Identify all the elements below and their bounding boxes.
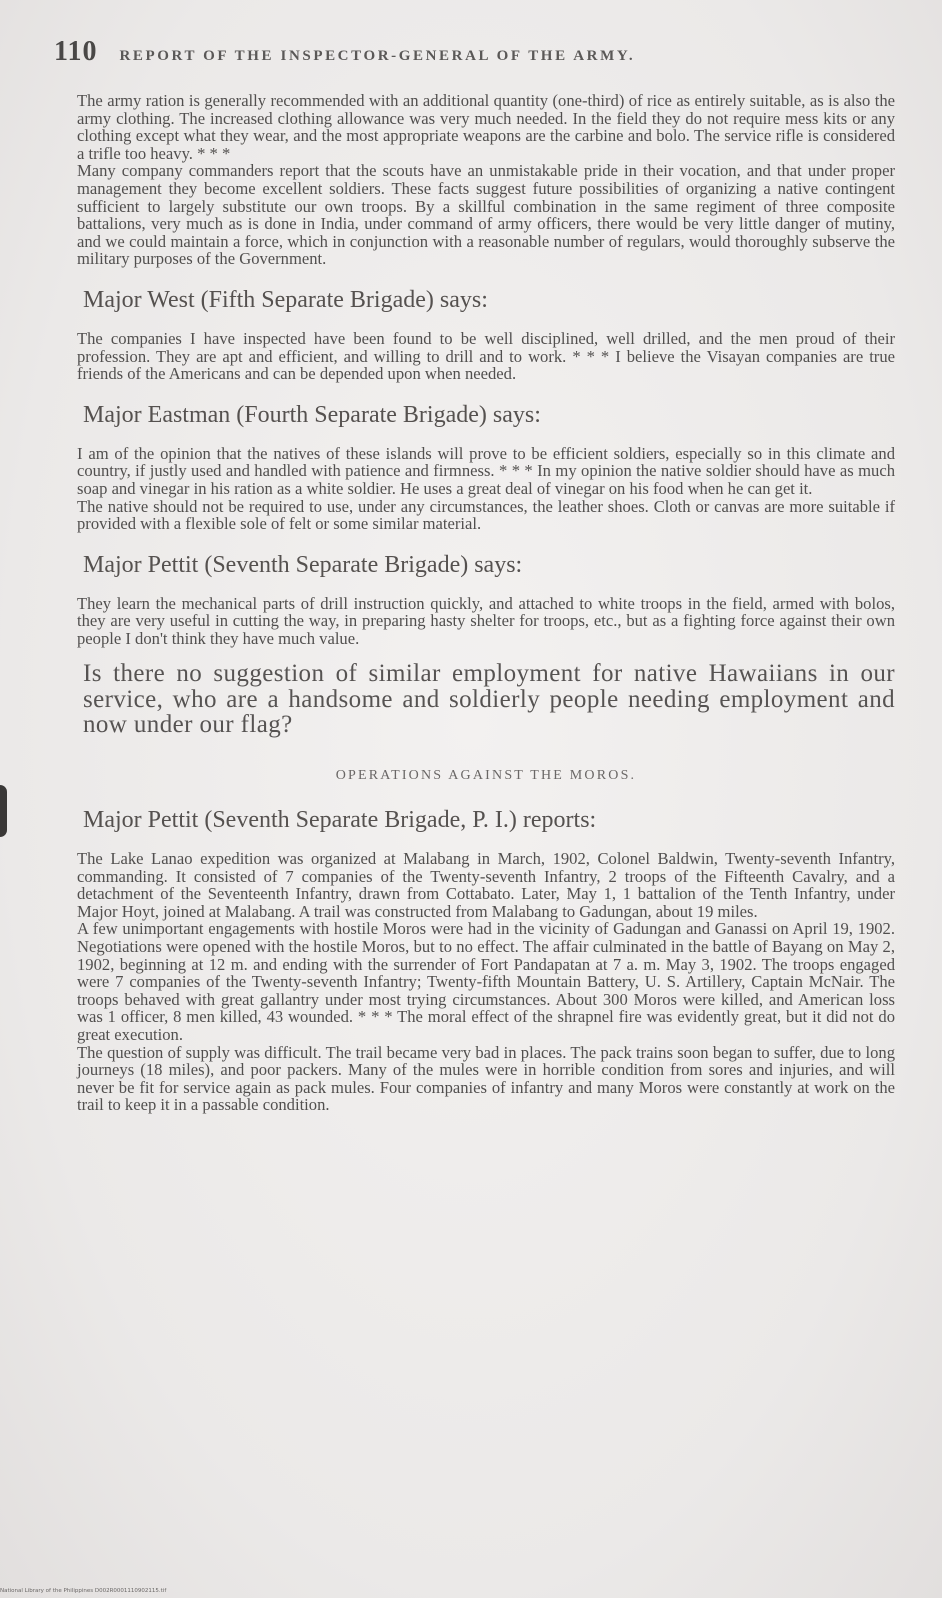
heading-major-pettit-reports: Major Pettit (Seventh Separate Brigade, P. I.) reports: [83,806,597,833]
heading-major-eastman: Major Eastman (Fourth Separate Brigade) says: [83,401,541,428]
page-number: 110 [54,36,98,67]
running-header [54,36,894,72]
paragraph-scouts: Many company commanders report that the scouts have an unmistakable pride in their vocation, and that under proper management they become excellent soldiers. These facts suggest future possibilities of organizing a native contingent sufficient to largely substitute our own troops. By a skillful combination in the same regiment of three composite battalions, very much as is done in India, under command of army officers, there would be very little danger of mutiny, and we could maintain a force, which in conjunction with a reasonable number of regulars, would thoroughly subserve the military purposes of the Government. [77,161,895,269]
paragraph-ration: The army ration is generally recommended with an additional quantity (one-third) of rice as entirely suitable, as is also the army clothing. The increased clothing allowance was very much needed. In the field they do not require mess kits or any clothing except what they wear, and the most appropriate weapons are the carbine and bolo. The service rifle is considered a trifle too heavy. * * * [77,91,895,163]
paragraph-major-west: The companies I have inspected have been found to be well disciplined, well drilled, and the men proud of their profession. They are apt and efficient, and willing to drill and to work. * * * I believe the Visayan companies are true friends of the Americans and can be depended upon when needed. [77,328,895,384]
heading-major-west: Major West (Fifth Separate Brigade) says: [83,286,488,313]
document-body [77,92,895,1114]
paragraph-eastman-shoes: The native should not be required to use, under any circumstances, the leather shoes. Cloth or canvas are more suitable if provided with a flexible sole of felt or some similar material. [77,496,895,534]
paragraph-eastman-opinion: I am of the opinion that the natives of these islands will prove to be efficient soldiers, especially so in this climate and country, if justly used and handled with patience and firmness. * * * In my opinion the native soldier should have as much soap and vinegar in his ration as a white soldier. He uses a great deal of vinegar on his food when he can get it. [77,443,895,498]
paragraph-lanao-expedition: The Lake Lanao expedition was organized at Malabang in March, 1902, Colonel Baldwin, Twenty-seventh Infantry, commanding. It consisted of 7 companies of the Twenty-seventh Infantry, 2 troops of the Fifteenth Cavalry, and a detachment of the Seventeenth Infantry, drawn from Cottabato. Later, May 1, 1 battalion of the Tenth Infantry, under Major Hoyt, joined at Malabang. A trail was constructed from Malabang to Gadungan, about 19 miles. [77,848,895,921]
callout-hawaiians: Is there no suggestion of similar employment for native Hawaiians in our service, who are a handsome and soldierly people needing employment and now under our flag? [83,660,895,739]
paragraph-major-pettit: They learn the mechanical parts of drill instruction quickly, and attached to white troops in the field, armed with bolos, they are very useful in cutting the way, in preparing hasty shelter for troops, etc., but as a fighting force against their own people I don't think they have much value. [77,593,895,648]
binding-edge-mark [0,785,7,837]
scan-source-line: National Library of the Philippines D002R0001110902115.tif [0,1588,167,1594]
paragraph-supply: The question of supply was difficult. The trail became very bad in places. The pack trains soon began to suffer, due to long journeys (18 miles), and poor packers. Many of the mules were in horrible condition from sores and injuries, and will never be fit for service again as pack mules. Four companies of infantry and many Moros were constantly at work on the trail to keep it in a passable condition. [77,1042,895,1115]
heading-major-pettit-says: Major Pettit (Seventh Separate Brigade) says: [83,551,523,578]
section-title-moros: OPERATIONS AGAINST THE MOROS. [335,767,637,783]
header-title: REPORT OF THE INSPECTOR-GENERAL OF THE ARMY. [119,48,636,64]
paragraph-battle-bayang: A few unimportant engagements with hostile Moros were had in the vicinity of Gadungan and Ganassi on April 19, 1902. Negotiations were opened with the hostile Moros, but to no effect. The affair culminated in the battle of Bayang on May 2, 1902, beginning at 12 m. and ending with the surrender of Fort Pandapatan at 7 a. m. May 3, 1902. The troops engaged were 7 companies of the Twenty-seventh Infantry; Twenty-fifth Mountain Battery, U. S. Artillery, Captain McNair. The troops behaved with great gallantry under most trying circumstances. About 300 Moros were killed, and American loss was 1 officer, 8 men killed, 43 wounded. * * * The moral effect of the shrapnel fire was evidently great, but it did not do great execution. [77,919,895,1044]
